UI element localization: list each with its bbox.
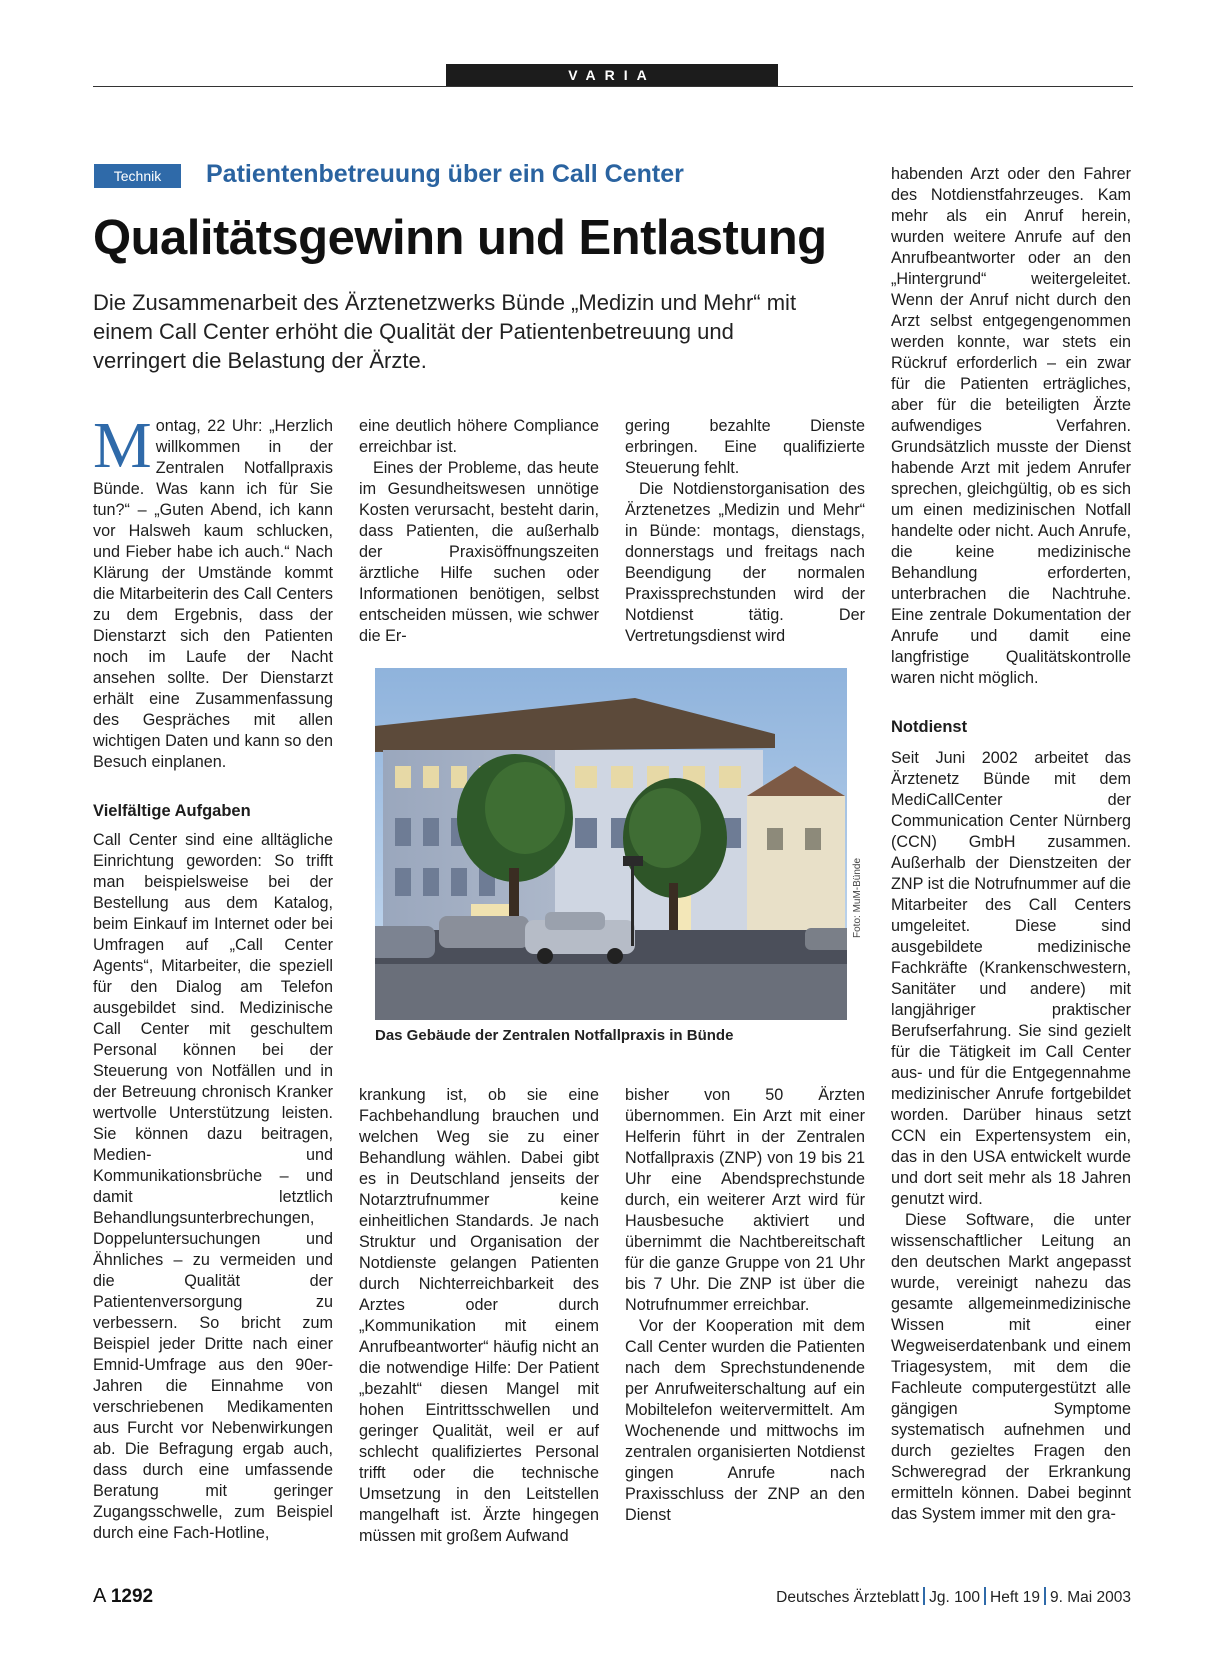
journal-volume: Jg. 100 [929, 1589, 981, 1606]
column-4 [891, 164, 1131, 1525]
paragraph: Vor der Kooperation mit dem Call Center wurden die Patienten nach dem Sprechstundenende per Anrufweiterschaltung auf ein Mobiltelefon weitervermittelt. Am Wochenende und mittwochs im zentralen organisierten Notdienst gingen Anrufe nach Praxisschluss der ZNP an den Dienst [625, 1317, 865, 1524]
journal-date: 9. Mai 2003 [1050, 1589, 1131, 1606]
subheading-notdienst: Notdienst [891, 718, 968, 736]
page-number-value: 1292 [110, 1586, 154, 1607]
paragraph: Call Center sind eine alltägliche Einrichtung geworden: So trifft man beispielsweise bei der Bestellung aus dem Katalog, beim Einkauf im Internet oder bei Umfragen auf „Call Center Agents“, Mitarbeiter, die speziell für den Dialog am Telefon ausgebildet sind. Medizinische Call Center mit geschultem Personal können bei der Steuerung von Notfällen und in der Betreuung chronisch Kranker wertvolle Unterstützung leisten. Sie können dazu beitragen, Medien- und Kommunikationsbrüche – und damit letztlich Behandlungsunterbrechungen, Doppeluntersuchungen und Ähnliches – zu vermeiden und die Qualität der Patientenversorgung zu verbessern. So bricht zum Beispiel jeder Dritte nach einer Emnid-Umfrage aus den 90er-Jahren die Einnahme von verschriebenen Medikamenten aus Furcht vor Nebenwirkungen ab. Die Befragung ergab auch, dass durch eine umfassende Beratung mit geringer Zugangsschwelle, zum Beispiel durch eine Fach-Hotline, [93, 831, 333, 1542]
building-photo [375, 668, 847, 1020]
category-tag: Technik [94, 164, 181, 188]
paragraph: krankung ist, ob sie eine Fachbehandlung brauchen und welchen Weg sie zu einer Behandlung wählen. Dabei gibt es in Deutschland jenseits der Notarztrufnummer keine einheitlichen Standards. Je nach Struktur und Organisation der Notdienste gelangen Patienten durch Nichterreichbarkeit des Arztes oder durch „Kommunikation mit einem Anrufbeantworter“ häufig nicht an die notwendige Hilfe: Der Patient „bezahlt“ diesen Mangel mit hohen Eintrittsschwellen und geringer Qualität, weil er auf schlecht qualifiziertes Personal trifft oder die technische Umsetzung in den Leitstellen mangelhaft ist. Ärzte hingegen müssen mit großem Aufwand [359, 1086, 599, 1545]
separator [923, 1587, 925, 1605]
column-1 [93, 409, 333, 1544]
paragraph-intro [93, 409, 333, 773]
article-lead: Die Zusammenarbeit des Ärztenetzwerks Bünde „Medizin und Mehr“ mit einem Call Center erhöht die Qualität der Patientenbetreuung und verringert die Belastung der Ärzte. [93, 290, 797, 373]
column-3-top [625, 416, 865, 647]
page-number [93, 1585, 153, 1608]
header-rule [93, 86, 1133, 87]
article-kicker: Patientenbetreuung über ein Call Center [206, 160, 684, 188]
paragraph: bisher von 50 Ärzten übernommen. Ein Arzt mit einer Helferin führt in der Zentralen Notfallpraxis (ZNP) von 19 bis 21 Uhr eine Abendsprechstunde durch, ein weiterer Arzt wird für Hausbesuche aktiviert und übernimmt die Nachtbereitschaft für die ganze Gruppe von 21 Uhr bis 7 Uhr. Die ZNP ist über die Notrufnummer erreichbar. [625, 1086, 865, 1314]
column-2-top [359, 416, 599, 647]
paragraph: Seit Juni 2002 arbeitet das Ärztenetz Bünde mit dem MediCallCenter der Communication Center Nürnberg (CCN) GmbH zusammen. Außerhalb der Dienstzeiten der ZNP ist die Notrufnummer auf die Mitarbeiter des Call Centers umgeleitet. Diese sind ausgebildete medizinische Fachkräfte (Krankenschwestern, Sanitäter und andere) mit langjähriger praktischer Berufserfahrung. Sie sind gezielt für die Tätigkeit im Call Center aus- und für die Entgegennahme medizinischer Anrufe fortgebildet worden. Darüber hinaus setzt CCN ein Expertensystem ein, das in den USA entwickelt wurde und dort seit mehr als 18 Jahren genutzt wird. [891, 749, 1131, 1208]
drop-cap: M [93, 409, 152, 482]
separator [1044, 1587, 1046, 1605]
journal-name: Deutsches Ärzteblatt [776, 1589, 920, 1606]
paragraph: Eines der Probleme, das heute im Gesundheitswesen unnötige Kosten verursacht, besteht darin, dass Patienten, die außerhalb der Praxisöffnungszeiten ärztliche Hilfe suchen oder Informationen benötigen, selbst entscheiden müssen, wie schwer die Er- [359, 459, 599, 645]
page-prefix: A [93, 1585, 106, 1607]
subheading-vielfaeltige-aufgaben: Vielfältige Aufgaben [93, 802, 251, 820]
intro-text: ontag, 22 Uhr: „Herzlich willkommen in der Zentralen Notfallpraxis Bünde. Was kann ich für Sie tun?“ – „Guten Abend, ich kann vor Halsweh kaum schlucken, und Fieber habe ich auch.“ Nach Klärung der Umstände kommt die Mitarbeiterin des Call Centers zu dem Ergebnis, dass der Dienstarzt sich den Patienten noch im Laufe der Nacht ansehen sollte. Der Dienstarzt erhält eine Zusammenfassung des Gespräches mit allen wichtigen Daten und kann so den Besuch einplanen. [93, 417, 333, 771]
journal-footer [776, 1587, 1131, 1607]
photo-credit: Foto: MuM-Bünde [852, 857, 863, 938]
paragraph: Diese Software, die unter wissenschaftlicher Leitung an den deutschen Markt angepasst wurde, vereinigt nahezu das gesamte allgemeinmedizinische Wissen mit einer Wegweiserdatenbank und einem Triagesystem, mit dem die Fachleute computergestützt alle gängigen Symptome systematisch aufnehmen und durch gezieltes Fragen den Schweregrad der Erkrankung ermitteln können. Dabei beginnt das System immer mit den gra- [891, 1211, 1131, 1523]
photo-caption: Das Gebäude der Zentralen Notfallpraxis in Bünde [375, 1027, 734, 1044]
article-headline: Qualitätsgewinn und Entlastung [93, 211, 827, 265]
paragraph: Die Notdienstorganisation des Ärztenetzes „Medizin und Mehr“ in Bünde: montags, dienstags, donnerstags und freitags nach Beendigung der normalen Praxissprechstunden wird der Notdienst tätig. Der Vertretungsdienst wird [625, 480, 865, 645]
column-3-bottom [625, 1085, 865, 1526]
column-2-bottom [359, 1085, 599, 1547]
section-label: VARIA [446, 64, 778, 86]
paragraph: eine deutlich höhere Compliance erreichbar ist. [359, 417, 599, 456]
paragraph: habenden Arzt oder den Fahrer des Notdienstfahrzeuges. Kam mehr als ein Anruf herein, wurden weitere Anrufe auf den Anrufbeantworter oder an den „Hintergrund“ weitergeleitet. Wenn der Anruf nicht durch den Arzt selbst entgegengenommen werden konnte, war stets ein Rückruf erforderlich – ein zwar für die Patienten erträgliches, aber für die beteiligten Ärzte aufwendiges Verfahren. Grundsätzlich musste der Dienst habende Arzt mit jedem Anrufer sprechen, gleichgültig, ob es sich um einen medizinischen Notfall handelte oder nicht. Auch Anrufe, die keine medizinische Behandlung erforderten, unterbrachen die Nachtruhe. Eine zentrale Dokumentation der Anrufe und damit eine langfristige Qualitätskontrolle waren nicht möglich. [891, 165, 1131, 687]
paragraph: gering bezahlte Dienste erbringen. Eine qualifizierte Steuerung fehlt. [625, 417, 865, 477]
separator [984, 1587, 986, 1605]
journal-issue: Heft 19 [990, 1589, 1040, 1606]
